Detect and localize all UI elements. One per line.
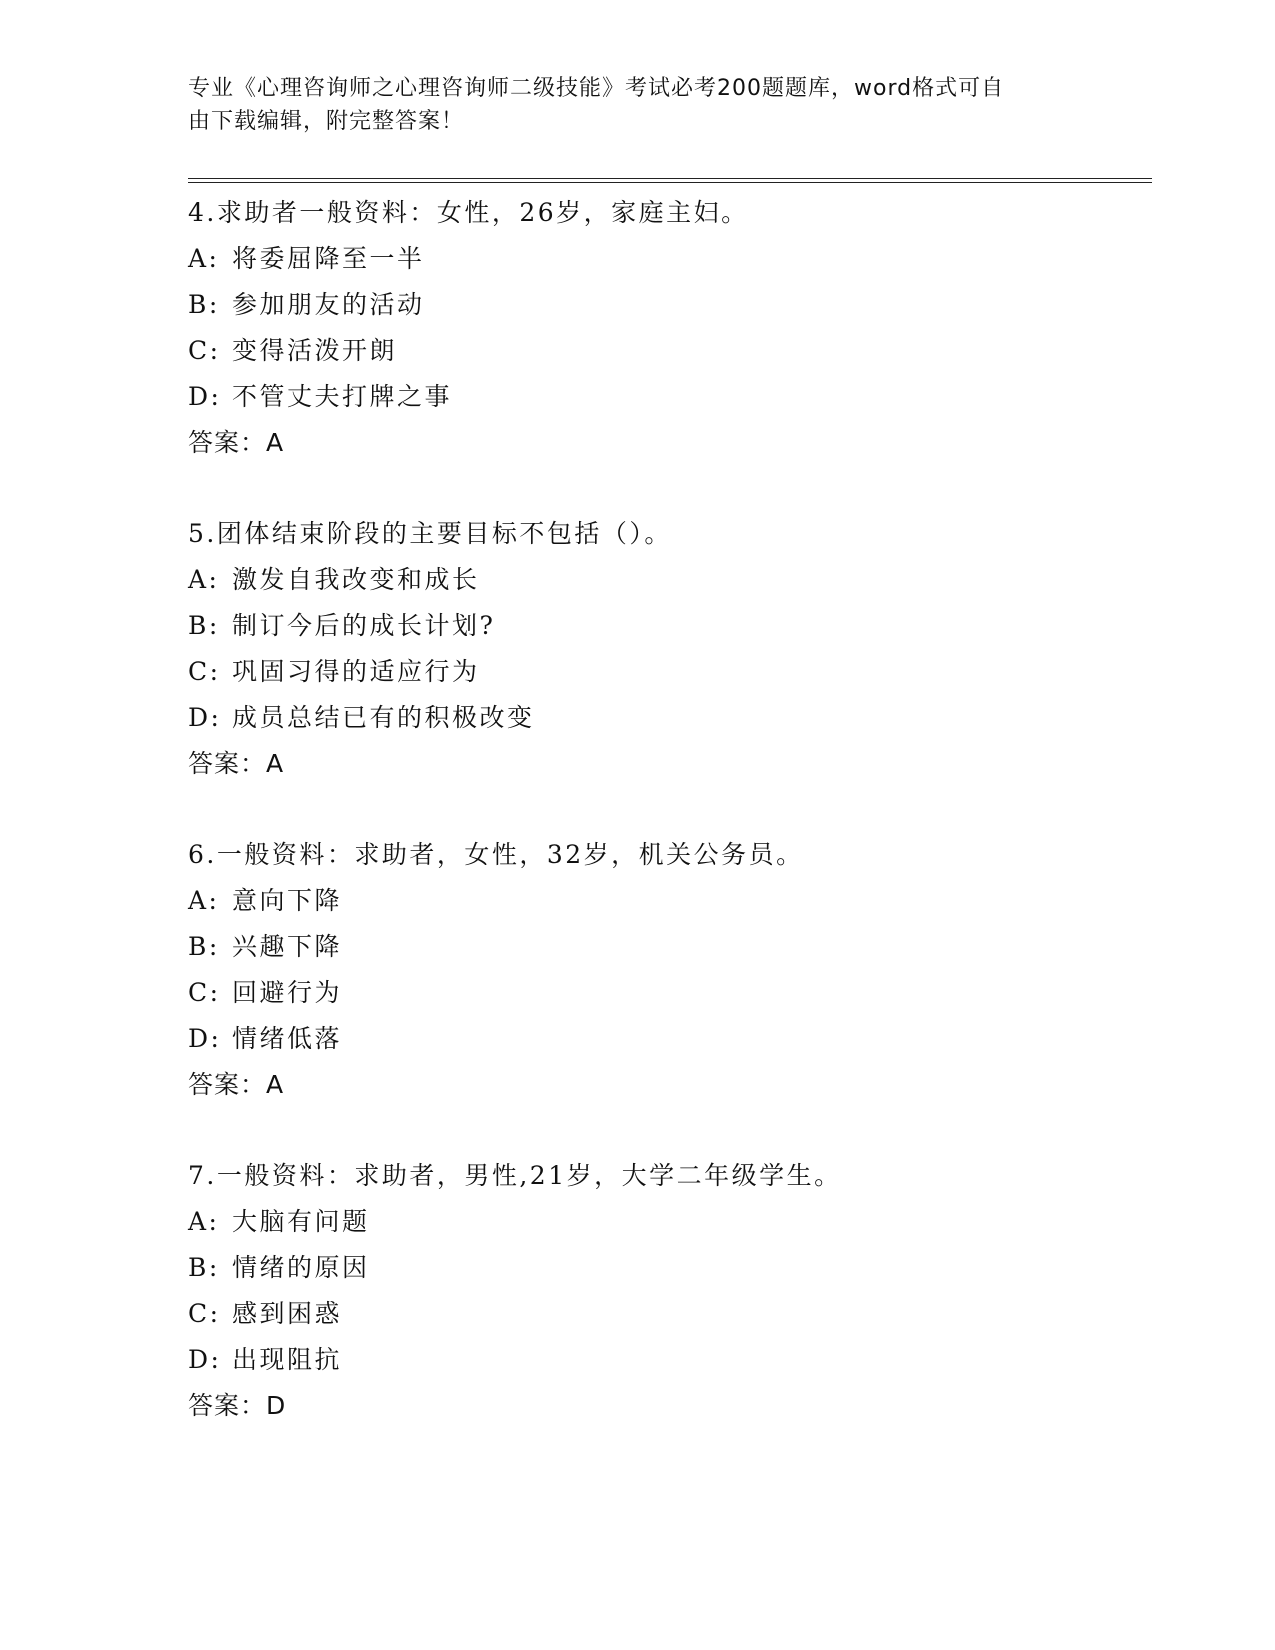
option-d (188, 1016, 1148, 1062)
option-a (188, 878, 1148, 924)
option-d (188, 374, 1148, 420)
option-text: 兴趣下降 (232, 932, 343, 961)
answer-label: 答案：A (188, 1070, 285, 1099)
document-header (188, 72, 1068, 138)
option-text: 激发自我改变和成长 (232, 565, 480, 594)
option-letter: B: (188, 1253, 220, 1282)
option-letter: C: (188, 657, 221, 686)
option-c (188, 1291, 1148, 1337)
option-text: 意向下降 (232, 886, 343, 915)
option-letter: A: (188, 886, 220, 915)
question-stem: 4.求助者一般资料：女性，26岁，家庭主妇。 (188, 198, 749, 227)
option-b (188, 1245, 1148, 1291)
option-text: 参加朋友的活动 (232, 290, 425, 319)
option-letter: A: (188, 1207, 220, 1236)
option-d (188, 695, 1148, 741)
answer-label: 答案：D (188, 1391, 287, 1420)
header-line-2: 由下载编辑，附完整答案！ (188, 109, 465, 134)
option-text: 变得活泼开朗 (232, 336, 398, 365)
option-letter: D: (188, 1024, 222, 1053)
option-text: 将委屈降至一半 (232, 244, 425, 273)
question-7 (188, 1153, 1148, 1429)
option-letter: D: (188, 1345, 222, 1374)
option-c (188, 328, 1148, 374)
option-text: 不管丈夫打牌之事 (232, 382, 453, 411)
answer-label: 答案：A (188, 428, 285, 457)
option-letter: C: (188, 1299, 221, 1328)
option-letter: B: (188, 932, 220, 961)
option-c (188, 970, 1148, 1016)
option-text: 情绪的原因 (232, 1253, 370, 1282)
answer-label: 答案：A (188, 749, 285, 778)
option-a (188, 557, 1148, 603)
option-a (188, 236, 1148, 282)
option-text: 出现阻抗 (232, 1345, 343, 1374)
option-letter: D: (188, 382, 222, 411)
question-5 (188, 511, 1148, 787)
question-list (188, 190, 1148, 1474)
option-b (188, 924, 1148, 970)
option-letter: A: (188, 565, 220, 594)
option-letter: B: (188, 611, 220, 640)
option-letter: A: (188, 244, 220, 273)
question-stem: 7.一般资料：求助者，男性,21岁，大学二年级学生。 (188, 1161, 842, 1190)
option-text: 制订今后的成长计划? (232, 611, 496, 640)
option-d (188, 1337, 1148, 1383)
option-letter: C: (188, 978, 221, 1007)
option-letter: C: (188, 336, 221, 365)
option-letter: D: (188, 703, 222, 732)
option-c (188, 649, 1148, 695)
option-letter: B: (188, 290, 220, 319)
option-text: 大脑有问题 (232, 1207, 370, 1236)
option-b (188, 603, 1148, 649)
option-a (188, 1199, 1148, 1245)
header-double-rule (188, 178, 1152, 183)
question-stem: 5.团体结束阶段的主要目标不包括（）。 (188, 519, 672, 548)
option-text: 巩固习得的适应行为 (232, 657, 480, 686)
question-stem: 6.一般资料：求助者，女性，32岁，机关公务员。 (188, 840, 804, 869)
header-line-1: 专业《心理咨询师之心理咨询师二级技能》考试必考200题题库，word格式可自 (188, 76, 1005, 101)
option-text: 感到困惑 (232, 1299, 343, 1328)
option-text: 成员总结已有的积极改变 (232, 703, 535, 732)
question-4 (188, 190, 1148, 466)
option-text: 回避行为 (232, 978, 343, 1007)
option-b (188, 282, 1148, 328)
question-6 (188, 832, 1148, 1108)
option-text: 情绪低落 (232, 1024, 343, 1053)
